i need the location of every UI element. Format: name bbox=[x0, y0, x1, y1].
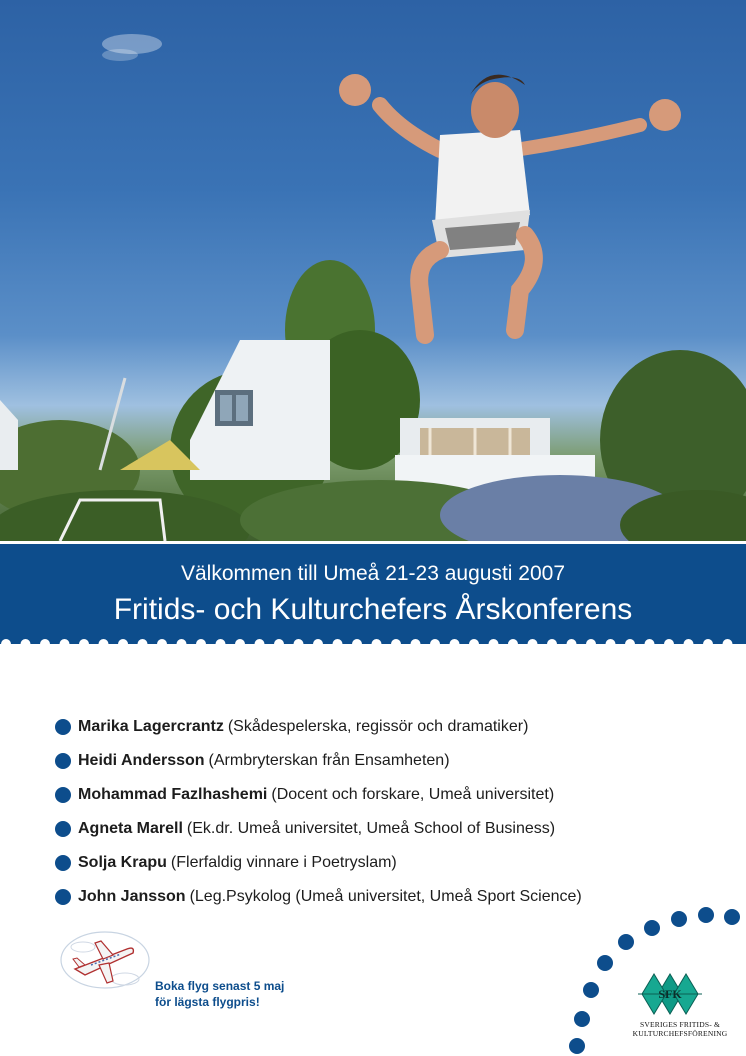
edge-dot bbox=[60, 639, 70, 649]
edge-dot bbox=[255, 639, 265, 649]
edge-dot bbox=[528, 639, 538, 649]
edge-dot bbox=[177, 639, 187, 649]
conference-title: Fritids- och Kulturchefers Årskonferens bbox=[113, 593, 633, 626]
edge-dot bbox=[508, 639, 518, 649]
logo-org-name bbox=[620, 1020, 740, 1038]
speaker-name: Heidi Andersson bbox=[78, 752, 205, 769]
speaker-role: (Ek.dr. Umeå universitet, Umeå School of Business) bbox=[186, 820, 556, 837]
edge-dot bbox=[294, 639, 304, 649]
edge-dot bbox=[625, 639, 635, 649]
edge-dot bbox=[606, 639, 616, 649]
list-item bbox=[55, 710, 735, 744]
speaker-name: Mohammad Fazlhashemi bbox=[78, 786, 268, 803]
speaker-role: (Leg.Psykolog (Umeå universitet, Umeå Sport Science) bbox=[189, 888, 582, 905]
logo-line-2: KULTURCHEFSFÖRENING bbox=[632, 1029, 728, 1038]
list-item bbox=[55, 812, 735, 846]
bullet-icon bbox=[55, 719, 71, 735]
speaker-name: Marika Lagercrantz bbox=[78, 718, 224, 735]
speaker-role: (Armbryterskan från Ensamheten) bbox=[208, 752, 450, 769]
edge-dot bbox=[138, 639, 148, 649]
edge-dot bbox=[352, 639, 362, 649]
speaker-name: Agneta Marell bbox=[78, 820, 183, 837]
logo-line-1: SVERIGES FRITIDS- & bbox=[639, 1020, 721, 1029]
list-item bbox=[55, 744, 735, 778]
edge-dot bbox=[547, 639, 557, 649]
promo-line-2: för lägsta flygpris! bbox=[155, 995, 260, 1009]
edge-dot bbox=[489, 639, 499, 649]
promo-text bbox=[155, 978, 284, 1010]
list-item bbox=[55, 778, 735, 812]
edge-dot bbox=[157, 639, 167, 649]
banner-dot-edge bbox=[0, 634, 746, 654]
edge-dot bbox=[645, 639, 655, 649]
edge-dot bbox=[391, 639, 401, 649]
edge-dot bbox=[333, 639, 343, 649]
edge-dot bbox=[372, 639, 382, 649]
speaker-role: (Docent och forskare, Umeå universitet) bbox=[271, 786, 555, 803]
sfk-logo bbox=[620, 968, 740, 1048]
title-banner bbox=[0, 544, 746, 644]
edge-dot bbox=[684, 639, 694, 649]
edge-dot bbox=[469, 639, 479, 649]
edge-dot bbox=[723, 639, 733, 649]
bullet-icon bbox=[55, 855, 71, 871]
edge-dot bbox=[99, 639, 109, 649]
edge-dot bbox=[216, 639, 226, 649]
speaker-role: (Flerfaldig vinnare i Poetryslam) bbox=[170, 854, 397, 871]
promo-line-1: Boka flyg senast 5 maj bbox=[155, 979, 285, 993]
speaker-name: John Jansson bbox=[78, 888, 186, 905]
edge-dot bbox=[703, 639, 713, 649]
sfk-logo-mark bbox=[620, 968, 740, 1020]
airplane-icon bbox=[55, 925, 155, 1000]
edge-dot bbox=[118, 639, 128, 649]
speaker-list bbox=[55, 710, 735, 914]
bullet-icon bbox=[55, 821, 71, 837]
edge-dot bbox=[586, 639, 596, 649]
logo-letters: SFK bbox=[658, 987, 682, 1001]
edge-dot bbox=[235, 639, 245, 649]
bullet-icon bbox=[55, 889, 71, 905]
welcome-text: Välkommen till Umeå 21-23 augusti 2007 bbox=[180, 562, 566, 585]
edge-dot bbox=[196, 639, 206, 649]
bullet-icon bbox=[55, 787, 71, 803]
edge-dot bbox=[1, 639, 11, 649]
edge-dot bbox=[79, 639, 89, 649]
speaker-role: (Skådespelerska, regissör och dramatiker) bbox=[227, 718, 529, 735]
edge-dot bbox=[313, 639, 323, 649]
flight-promo bbox=[55, 925, 335, 1025]
edge-dot bbox=[21, 639, 31, 649]
edge-dot bbox=[411, 639, 421, 649]
bullet-icon bbox=[55, 753, 71, 769]
edge-dot bbox=[40, 639, 50, 649]
edge-dot bbox=[430, 639, 440, 649]
edge-dot bbox=[274, 639, 284, 649]
speaker-name: Solja Krapu bbox=[78, 854, 167, 871]
edge-dot bbox=[567, 639, 577, 649]
edge-dot bbox=[664, 639, 674, 649]
edge-dot bbox=[450, 639, 460, 649]
list-item bbox=[55, 846, 735, 880]
